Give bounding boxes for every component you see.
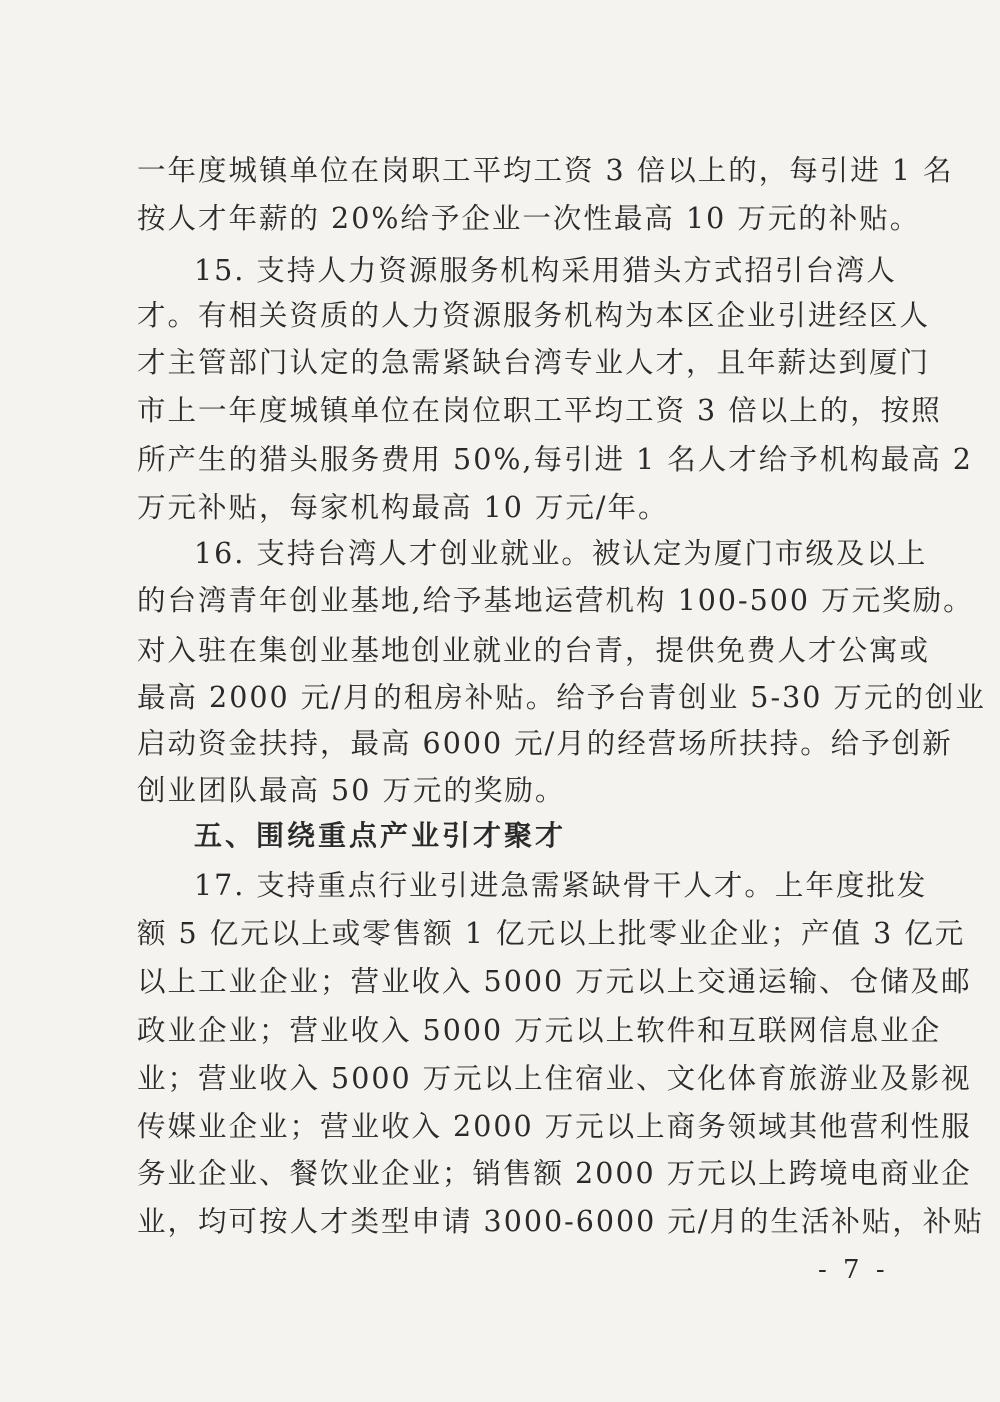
body-line: 传媒业企业；营业收入 2000 万元以上商务领域其他营利性服 (137, 1110, 972, 1143)
body-line: 创业团队最高 50 万元的奖励。 (137, 774, 566, 807)
body-line: 以上工业企业；营业收入 5000 万元以上交通运输、仓储及邮 (137, 965, 972, 998)
body-line: 的台湾青年创业基地,给予基地运营机构 100-500 万元奖励。 (137, 584, 974, 617)
body-line: 15. 支持人力资源服务机构采用猎头方式招引台湾人 (194, 254, 897, 287)
body-line: 额 5 亿元以上或零售额 1 亿元以上批零业企业；产值 3 亿元 (137, 917, 966, 950)
body-line: 所产生的猎头服务费用 50%,每引进 1 名人才给予机构最高 2 (137, 443, 973, 476)
body-line: 16. 支持台湾人才创业就业。被认定为厦门市级及以上 (194, 537, 928, 570)
body-line: 17. 支持重点行业引进急需紧缺骨干人才。上年度批发 (194, 869, 928, 902)
body-line: 才。有相关资质的人力资源服务机构为本区企业引进经区人 (137, 299, 931, 332)
body-line: 业，均可按人才类型申请 3000-6000 元/月的生活补贴，补贴 (137, 1205, 984, 1238)
body-line: 市上一年度城镇单位在岗位职工平均工资 3 倍以上的，按照 (137, 394, 942, 427)
body-line: 按人才年薪的 20%给予企业一次性最高 10 万元的补贴。 (137, 202, 921, 235)
body-line: 才主管部门认定的急需紧缺台湾专业人才，且年薪达到厦门 (137, 346, 931, 379)
page-number: - 7 - (818, 1255, 889, 1285)
body-line: 业；营业收入 5000 万元以上住宿业、文化体育旅游业及影视 (137, 1062, 972, 1095)
body-line: 务业企业、餐饮业企业；销售额 2000 万元以上跨境电商业企 (137, 1157, 972, 1190)
body-line: 万元补贴，每家机构最高 10 万元/年。 (137, 491, 669, 524)
body-line: 一年度城镇单位在岗职工平均工资 3 倍以上的，每引进 1 名 (137, 154, 954, 187)
section-heading: 五、围绕重点产业引才聚才 (194, 819, 567, 852)
body-line: 政业企业；营业收入 5000 万元以上软件和互联网信息业企 (137, 1014, 942, 1047)
body-line: 启动资金扶持，最高 6000 元/月的经营场所扶持。给予创新 (137, 727, 953, 760)
body-line: 对入驻在集创业基地创业就业的台青，提供免费人才公寓或 (137, 634, 931, 667)
body-line: 最高 2000 元/月的租房补贴。给予台青创业 5-30 万元的创业 (137, 681, 986, 714)
